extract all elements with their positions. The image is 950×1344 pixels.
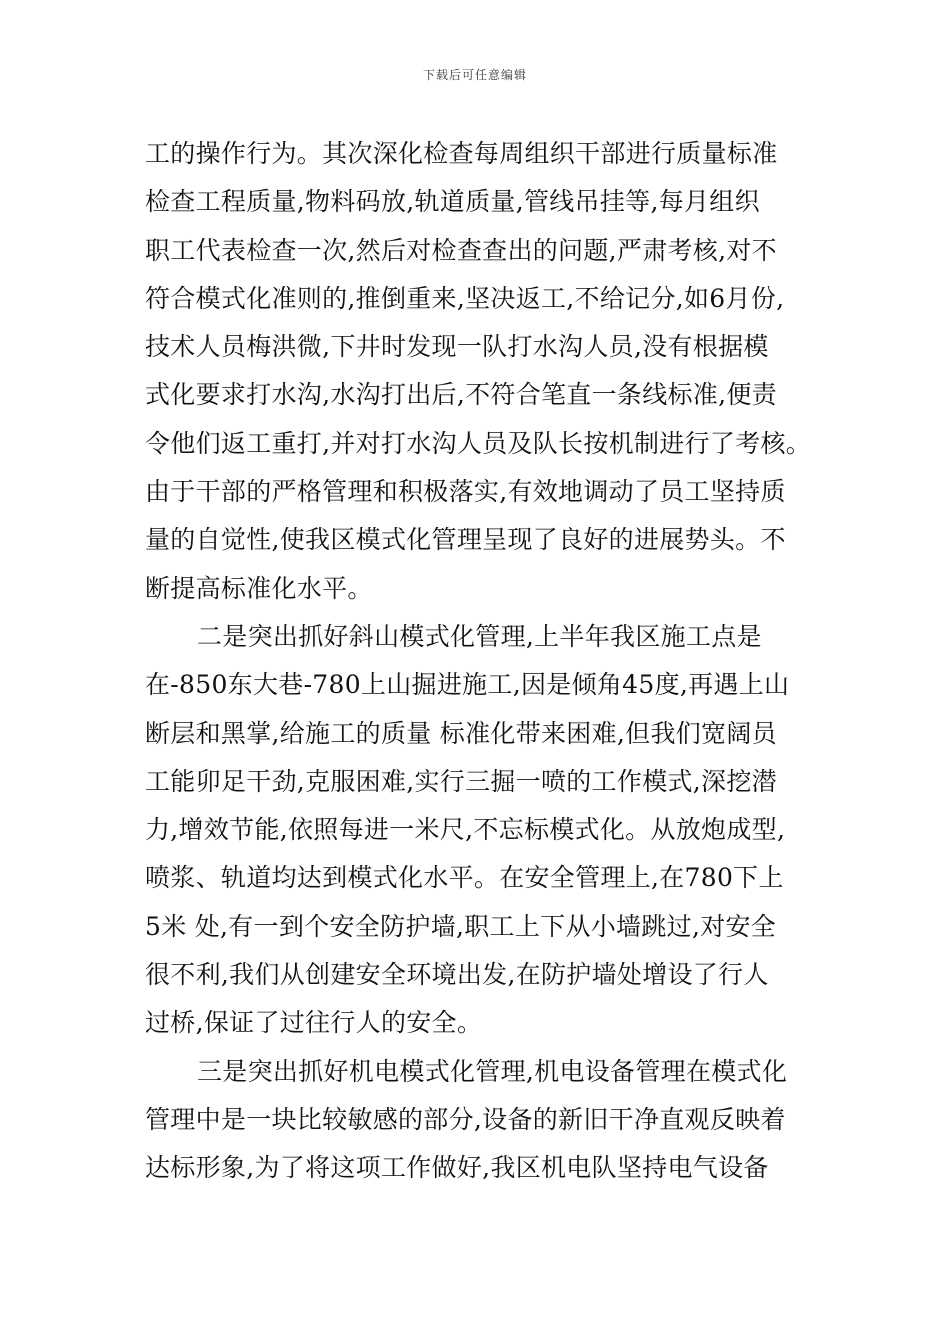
text-line: 喷浆、轨道均达到模式化水平。在安全管理上,在780下上 xyxy=(145,863,784,893)
text-line: 管理中是一块比较敏感的部分,设备的新旧干净直观反映着 xyxy=(145,1104,786,1134)
paragraph-start-line: 二是突出抓好斜山模式化管理,上半年我区施工点是 xyxy=(197,621,762,651)
text-line: 式化要求打水沟,水沟打出后,不符合笔直一条线标准,便责 xyxy=(145,380,777,410)
text-line: 力,增效节能,依照每进一米尺,不忘标模式化。从放炮成型, xyxy=(145,815,786,845)
text-line: 符合模式化准则的,推倒重来,坚决返工,不给记分,如6月份, xyxy=(145,283,785,313)
header-note: 下载后可任意编辑 xyxy=(422,68,527,82)
text-line: 技术人员梅洪微,下井时发现一队打水沟人员,没有根据模 xyxy=(145,332,769,362)
paragraph-start-line: 三是突出抓好机电模式化管理,机电设备管理在模式化 xyxy=(197,1056,788,1086)
text-line: 工能卯足干劲,克服困难,实行三掘一喷的工作模式,深挖潜 xyxy=(145,766,777,796)
text-line: 工的操作行为。其次深化检查每周组织干部进行质量标准 xyxy=(145,139,778,168)
text-line: 很不利,我们从创建安全环境出发,在防护墙处增设了行人 xyxy=(145,960,769,990)
text-line: 5米 处,有一到个安全防护墙,职工上下从小墙跳过,对安全 xyxy=(145,911,777,941)
text-line: 在-850东大巷-780上山掘进施工,因是倾角45度,再遇上山 xyxy=(145,670,790,700)
text-line: 由于干部的严格管理和积极落实,有效地调动了员工坚持质 xyxy=(145,477,786,507)
text-line: 达标形象,为了将这项工作做好,我区机电队坚持电气设备 xyxy=(145,1153,769,1183)
text-line: 令他们返工重打,并对打水沟人员及队长按机制进行了考核。 xyxy=(145,428,812,458)
document-body xyxy=(145,130,825,1193)
text-line: 过桥,保证了过往行人的安全。 xyxy=(145,1008,483,1038)
text-line: 检查工程质量,物料码放,轨道质量,管线吊挂等,每月组织 xyxy=(145,187,760,217)
text-line: 量的自觉性,使我区模式化管理呈现了良好的进展势头。不 xyxy=(145,525,786,555)
text-line: 断层和黑掌,给施工的质量 标准化带来困难,但我们宽阔员 xyxy=(145,718,777,748)
text-line: 职工代表检查一次,然后对检查查出的问题,严肃考核,对不 xyxy=(145,235,777,265)
text-line: 断提高标准化水平。 xyxy=(145,573,373,603)
